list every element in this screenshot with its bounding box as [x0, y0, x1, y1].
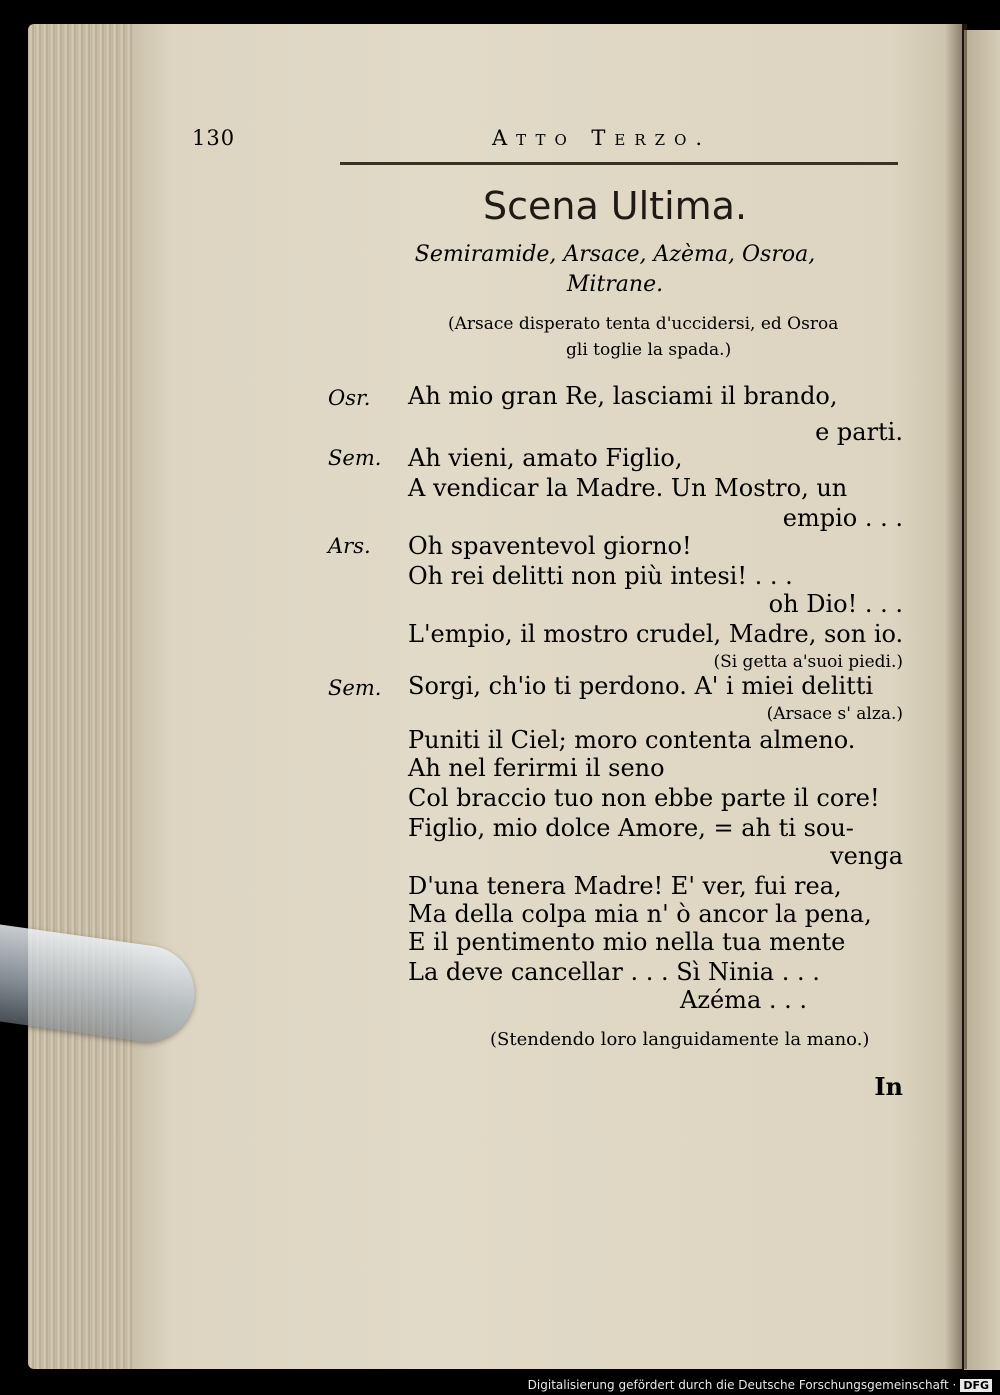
verse-line: Ah nel ferirmi il seno — [408, 754, 665, 782]
verse-line: Ah vieni, amato Figlio, — [408, 444, 683, 472]
verse-line: E il pentimento mio nella tua mente — [408, 928, 846, 956]
verse-line: Col braccio tuo non ebbe parte il core! — [408, 784, 880, 812]
verse-line: Oh rei delitti non più intesi! . . . — [408, 562, 793, 590]
scene-title: Scena Ultima. — [482, 184, 748, 228]
verse-line: oh Dio! . . . — [768, 590, 903, 618]
stage-direction: gli toglie la spada.) — [566, 340, 732, 360]
cast-line: Semiramide, Arsace, Azèma, Osroa, — [414, 242, 816, 267]
cast-list — [380, 240, 850, 300]
verse-line: Sorgi, ch'io ti perdono. A' i miei delitti — [408, 672, 874, 700]
facing-page-edge — [964, 30, 1000, 1370]
verse-line: D'una tenera Madre! E' ver, fui rea, — [408, 872, 842, 900]
stage-direction: (Arsace disperato tenta d'uccidersi, ed Osroa — [448, 314, 839, 334]
dfg-logo-icon: DFG — [960, 1379, 992, 1392]
stage-direction: (Arsace s' alza.) — [766, 704, 903, 724]
cast-line: Mitrane. — [566, 272, 664, 297]
verse-line: Ah mio gran Re, lasciami il brando, — [408, 382, 838, 410]
page-number: 130 — [192, 126, 236, 150]
digitization-credit — [528, 1378, 992, 1392]
act-title: Atto Terzo. — [492, 126, 712, 150]
header-rule — [340, 162, 898, 165]
credit-text: Digitalisierung gefördert durch die Deutsche Forschungsgemeinschaft · — [527, 1378, 957, 1392]
speaker-label: Ars. — [328, 534, 371, 558]
verse-line: A vendicar la Madre. Un Mostro, un — [408, 474, 848, 502]
verse-line: Azéma . . . — [680, 986, 808, 1014]
stage-direction: (Si getta a'suoi piedi.) — [713, 652, 903, 672]
speaker-label: Osr. — [328, 386, 371, 410]
verse-line: La deve cancellar . . . Sì Ninia . . . — [408, 958, 820, 986]
verse-line: Ma della colpa mia n' ò ancor la pena, — [408, 900, 872, 928]
verse-line: e parti. — [815, 418, 903, 446]
stage-direction: (Stendendo loro languidamente la mano.) — [490, 1029, 870, 1050]
verse-line: Puniti il Ciel; moro contenta almeno. — [408, 726, 856, 754]
verse-line: Oh spaventevol giorno! — [408, 532, 692, 560]
verse-line: L'empio, il mostro crudel, Madre, son io. — [408, 620, 904, 648]
verse-line: Figlio, mio dolce Amore, = ah ti sou- — [408, 814, 854, 842]
speaker-label: Sem. — [328, 446, 382, 470]
verse-line: venga — [830, 842, 903, 870]
catchword: In — [874, 1072, 903, 1101]
verse-line: empio . . . — [782, 504, 903, 532]
speaker-label: Sem. — [328, 676, 382, 700]
